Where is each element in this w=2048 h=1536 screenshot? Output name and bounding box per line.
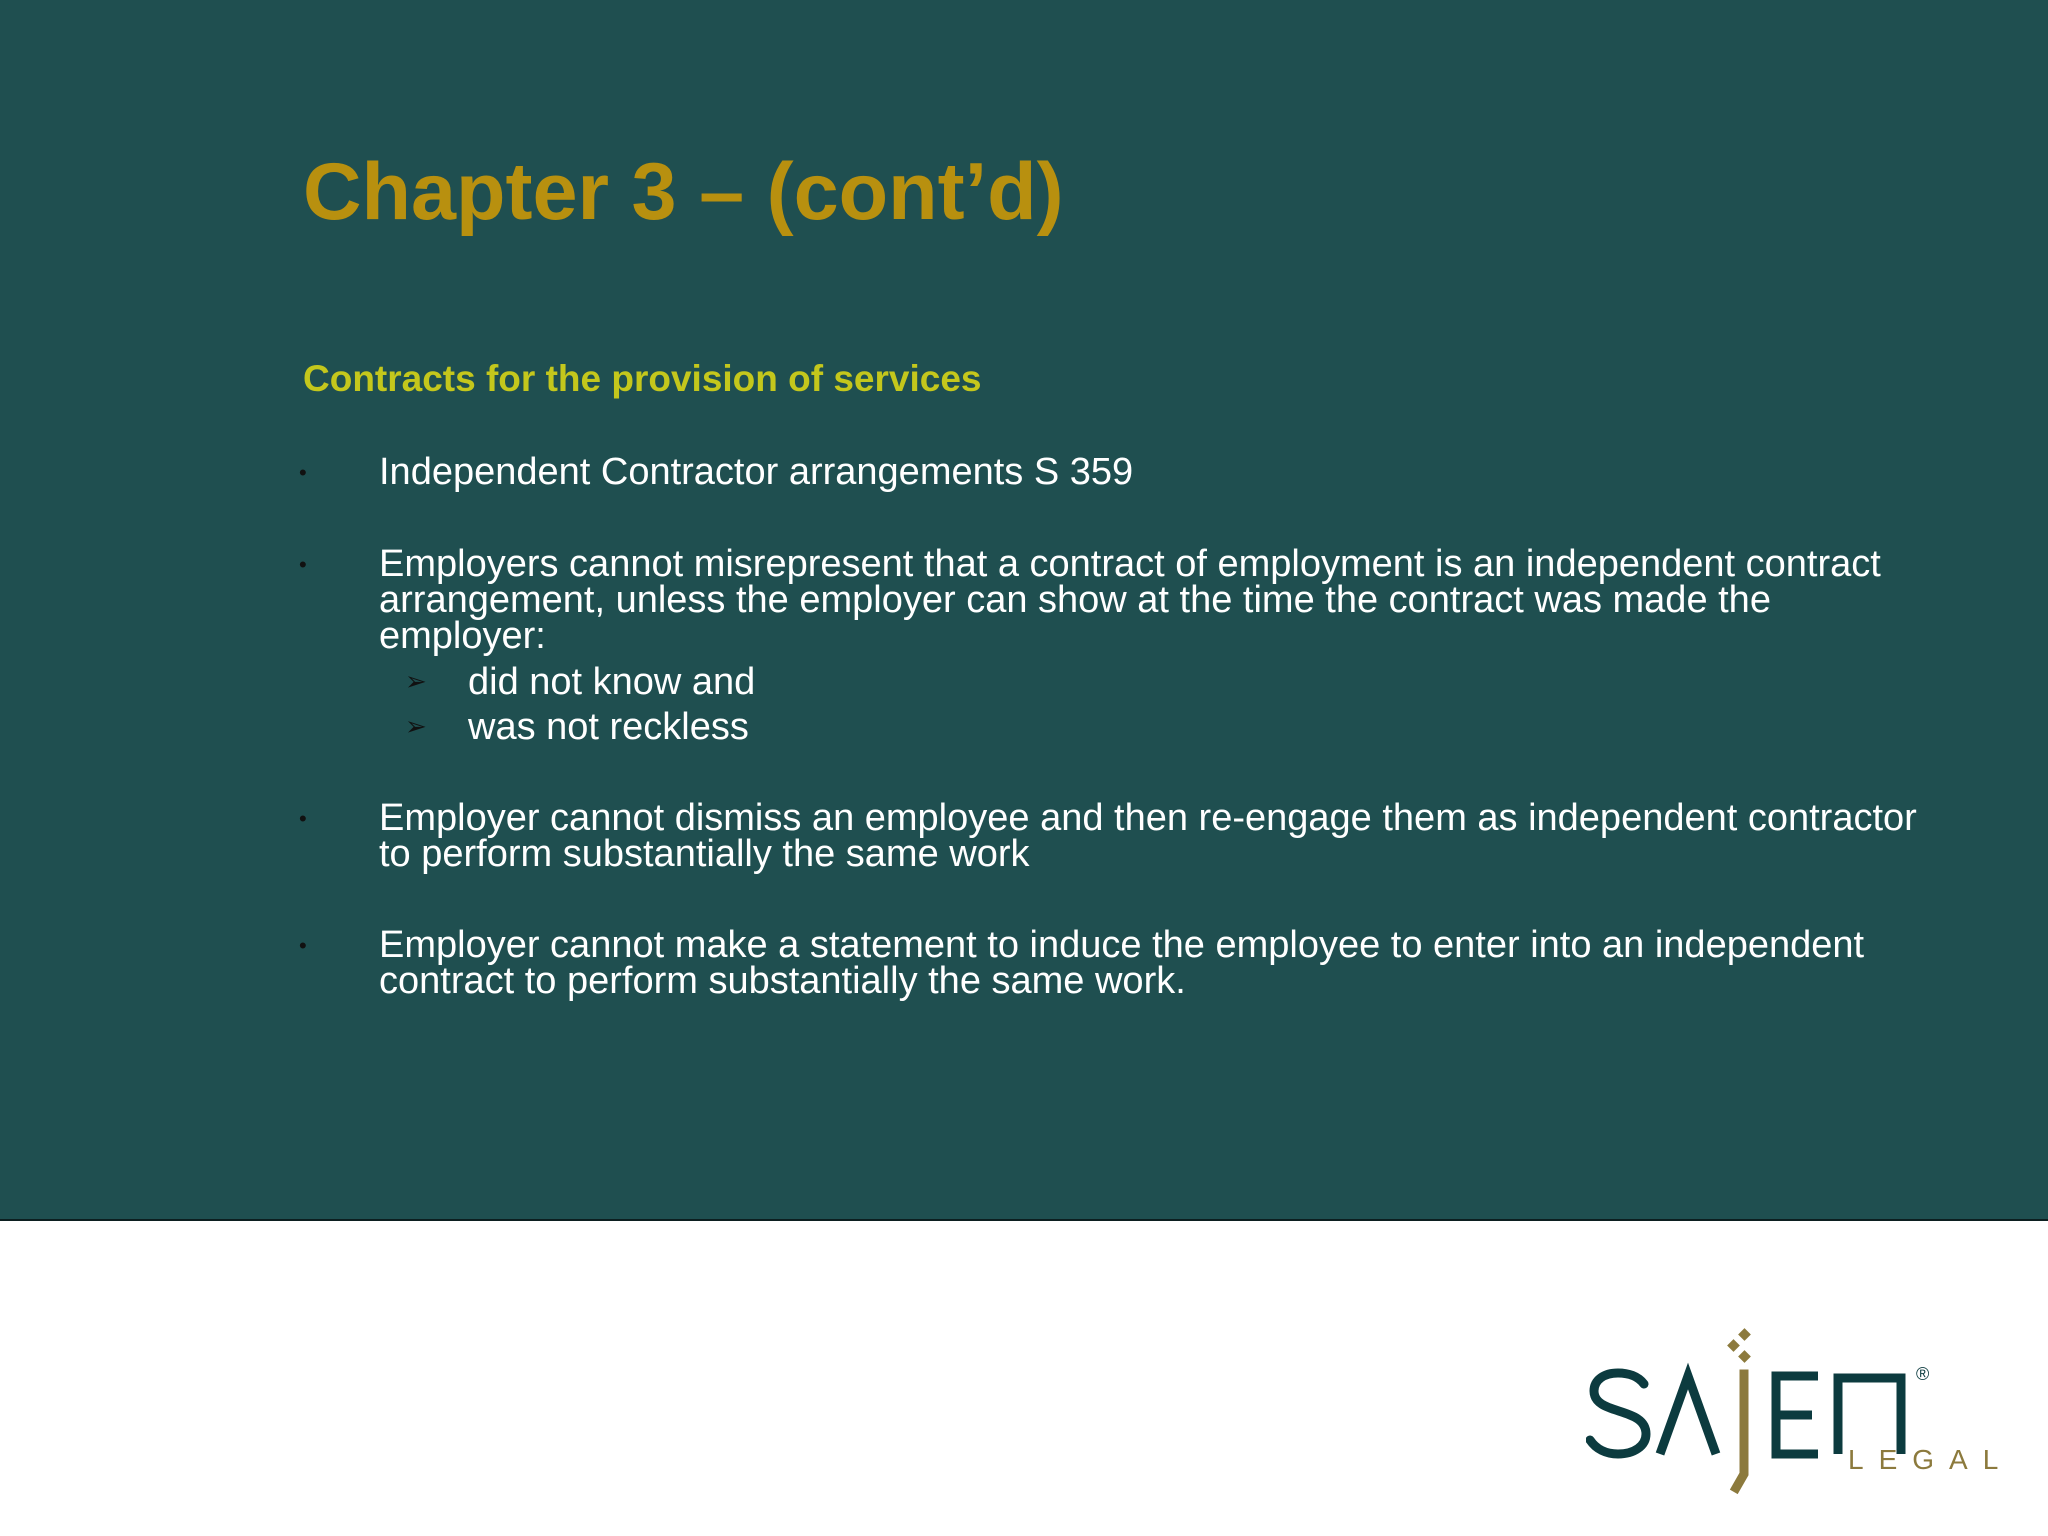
slide-title: Chapter 3 – (cont’d) xyxy=(303,147,1064,237)
arrow-bullet-icon: ➢ xyxy=(405,666,427,696)
sub-bullet-text: was not reckless xyxy=(468,706,749,748)
bullet-dot: • xyxy=(299,460,307,485)
bullet-text: Employers cannot misrepresent that a contract of employment is an independent contract arrangement, unless the employer can show at the time the contract was made the employer: xyxy=(379,543,1881,657)
bullet-dot: • xyxy=(299,806,307,831)
registered-mark: ® xyxy=(1916,1364,1930,1384)
sajen-legal-logo xyxy=(1586,1326,2014,1506)
logo-legal-text: LEGAL xyxy=(1848,1444,2014,1475)
sub-bullet-text: did not know and xyxy=(468,661,756,703)
bullet-dot: • xyxy=(299,933,307,958)
bullet-text: Independent Contractor arrangements S 359 xyxy=(379,451,1134,493)
bullet-text: Employer cannot dismiss an employee and then re-engage them as independent contractor to perform substantially the same work xyxy=(379,797,1917,875)
bullet-dot: • xyxy=(299,552,307,577)
bullet-text: Employer cannot make a statement to induce the employee to enter into an independent contract to perform substantially the same work. xyxy=(379,924,1865,1002)
section-heading: Contracts for the provision of services xyxy=(303,358,982,399)
arrow-bullet-icon: ➢ xyxy=(405,711,427,741)
